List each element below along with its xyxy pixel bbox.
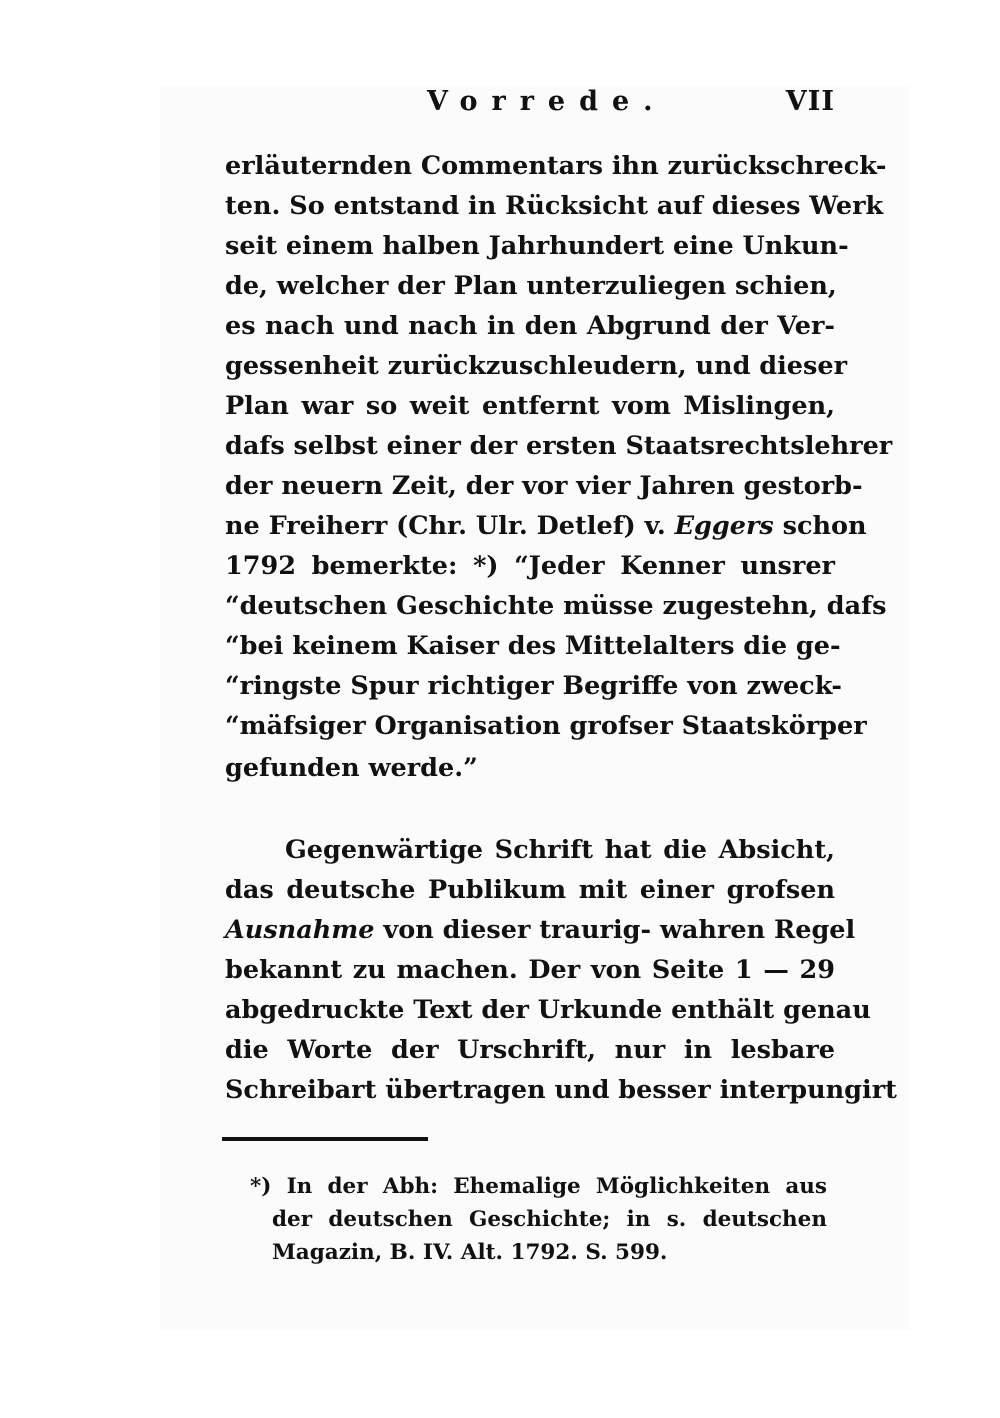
text-line: seit einem halben Jahrhundert eine Unkun-: [225, 231, 849, 261]
text-line: “ringste Spur richtiger Begriffe von zweck-: [225, 671, 842, 701]
text-line: Plan war so weit entfernt vom Mislingen,: [225, 391, 835, 421]
text-line: gefunden werde.”: [225, 753, 478, 783]
text-line: ten. So entstand in Rücksicht auf dieses Werk: [225, 191, 884, 221]
page-number: VII: [785, 86, 835, 117]
text-run: schon: [773, 511, 867, 541]
text-line: erläuternden Commentars ihn zurückschreck-: [225, 151, 887, 181]
text-line-with-emphasis: [225, 910, 856, 950]
text-line: abgedruckte Text der Urkunde enthält genau: [225, 995, 871, 1025]
text-line: der neuern Zeit, der vor vier Jahren gestorb-: [225, 471, 863, 501]
text-line: Gegenwärtige Schrift hat die Absicht,: [285, 835, 835, 865]
text-line: es nach und nach in den Abgrund der Ver-: [225, 311, 835, 341]
footnote-line: *) In der Abh: Ehemalige Möglichkeiten aus: [250, 1174, 827, 1199]
footnote-line: der deutschen Geschichte; in s. deutschen: [272, 1207, 827, 1232]
text-line: “bei keinem Kaiser des Mittelalters die ge-: [225, 631, 841, 661]
emphasized-word: Ausnahme: [225, 915, 375, 945]
text-line: Schreibart übertragen und besser interpungirt: [225, 1075, 897, 1105]
text-run: ne Freiherr (Chr. Ulr. Detlef) v.: [225, 511, 675, 541]
text-line: dafs selbst einer der ersten Staatsrechtslehrer: [225, 431, 893, 461]
running-header: [225, 86, 835, 126]
running-title: Vorrede.: [427, 86, 667, 117]
footnote-rule: [222, 1137, 428, 1141]
text-line: “mäfsiger Organisation grofser Staatskörper: [225, 711, 867, 741]
text-run: von dieser traurig- wahren Regel: [374, 915, 856, 945]
emphasized-name: Eggers: [674, 511, 774, 541]
text-line: gessenheit zurückzuschleudern, und dieser: [225, 351, 848, 381]
text-line: die Worte der Urschrift, nur in lesbare: [225, 1035, 835, 1065]
footnote-line: Magazin, B. IV. Alt. 1792. S. 599.: [272, 1240, 668, 1265]
text-line: de, welcher der Plan unterzuliegen schien,: [225, 271, 837, 301]
text-line: bekannt zu machen. Der von Seite 1 — 29: [225, 955, 835, 985]
text-line-with-emphasis: [225, 506, 867, 546]
text-line: das deutsche Publikum mit einer grofsen: [225, 875, 835, 905]
text-line: “deutschen Geschichte müsse zugestehn, dafs: [225, 591, 887, 621]
text-line: 1792 bemerkte: *) “Jeder Kenner unsrer: [225, 551, 835, 581]
